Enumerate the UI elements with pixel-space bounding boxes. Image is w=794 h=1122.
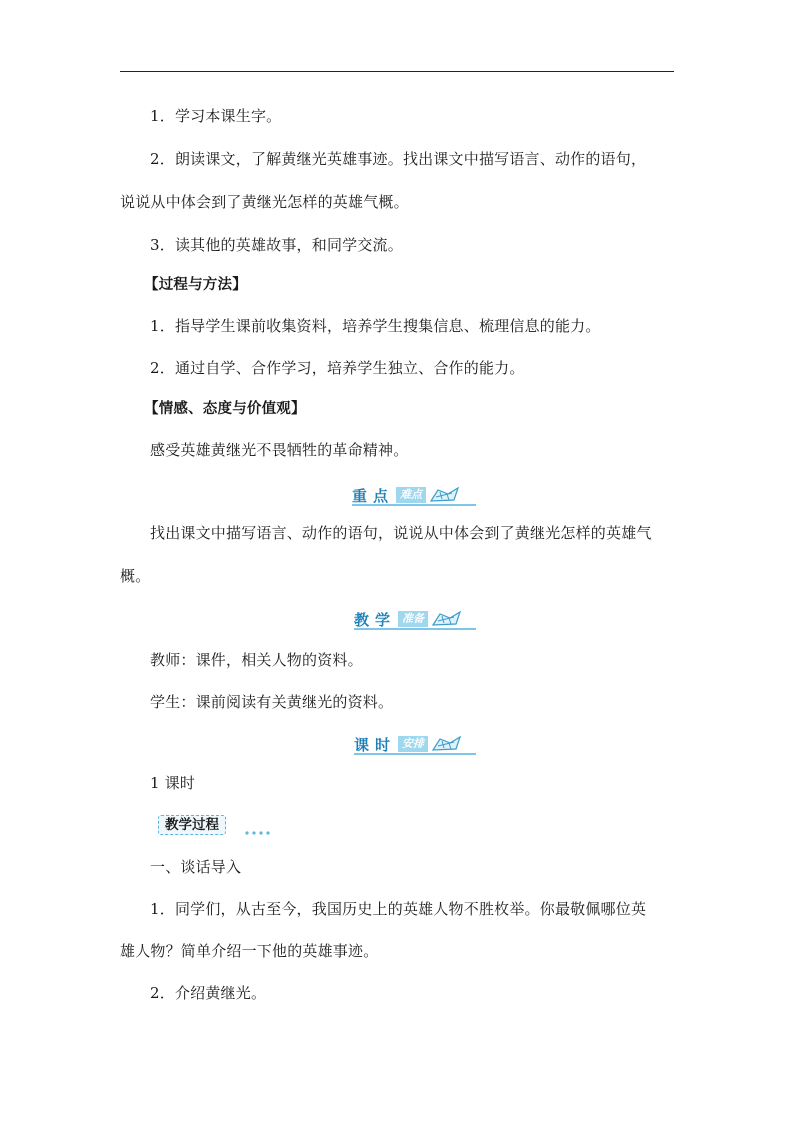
key-point-1-cont: 概。 xyxy=(120,567,151,585)
badge-prep-main: 教学 xyxy=(354,610,397,629)
badge-key-tag: 难点 xyxy=(396,487,426,503)
step-2: 2．介绍黄继光。 xyxy=(150,984,267,1002)
decor-dots-icon xyxy=(244,829,270,837)
badge-process-label: 教学过程 xyxy=(158,815,226,835)
prep-student: 学生：课前阅读有关黄继光的资料。 xyxy=(150,693,394,711)
objective-3: 3．读其他的英雄故事，和同学交流。 xyxy=(150,236,403,254)
step-1-cont: 雄人物？简单介绍一下他的英雄事迹。 xyxy=(120,942,379,960)
book-doodle-icon xyxy=(428,485,462,505)
objective-2-cont: 说说从中体会到了黄继光怎样的英雄气概。 xyxy=(120,193,409,211)
book-doodle-icon xyxy=(430,734,464,754)
header-rule xyxy=(120,71,674,72)
process-2: 2．通过自学、合作学习，培养学生独立、合作的能力。 xyxy=(150,359,525,377)
heading-emotion-values: 【情感、态度与价值观】 xyxy=(144,401,306,417)
badge-time-plan xyxy=(354,733,476,755)
badge-teaching-prep xyxy=(354,608,476,630)
badge-key-main: 重点 xyxy=(352,486,395,505)
time-allotted: 1 课时 xyxy=(150,774,196,792)
badge-key-points xyxy=(352,484,476,506)
objective-1: 1．学习本课生字。 xyxy=(150,107,282,125)
section-intro: 一、谈话导入 xyxy=(150,858,242,876)
book-doodle-icon xyxy=(430,609,464,629)
objective-2: 2．朗读课文，了解黄继光英雄事迹。找出课文中描写语言、动作的语句， xyxy=(150,150,647,168)
process-1: 1．指导学生课前收集资料，培养学生搜集信息、梳理信息的能力。 xyxy=(150,317,601,335)
key-point-1: 找出课文中描写语言、动作的语句，说说从中体会到了黄继光怎样的英雄气 xyxy=(150,524,652,542)
emotion-1: 感受英雄黄继光不畏牺牲的革命精神。 xyxy=(150,441,409,459)
badge-time-tag: 安排 xyxy=(398,736,428,752)
badge-teaching-process xyxy=(158,815,270,837)
prep-teacher: 教师：课件，相关人物的资料。 xyxy=(150,651,363,669)
badge-prep-tag: 准备 xyxy=(398,611,428,627)
heading-process-methods: 【过程与方法】 xyxy=(144,277,247,293)
step-1: 1．同学们，从古至今，我国历史上的英雄人物不胜枚举。你最敬佩哪位英 xyxy=(150,900,647,918)
badge-time-main: 课时 xyxy=(354,735,397,754)
